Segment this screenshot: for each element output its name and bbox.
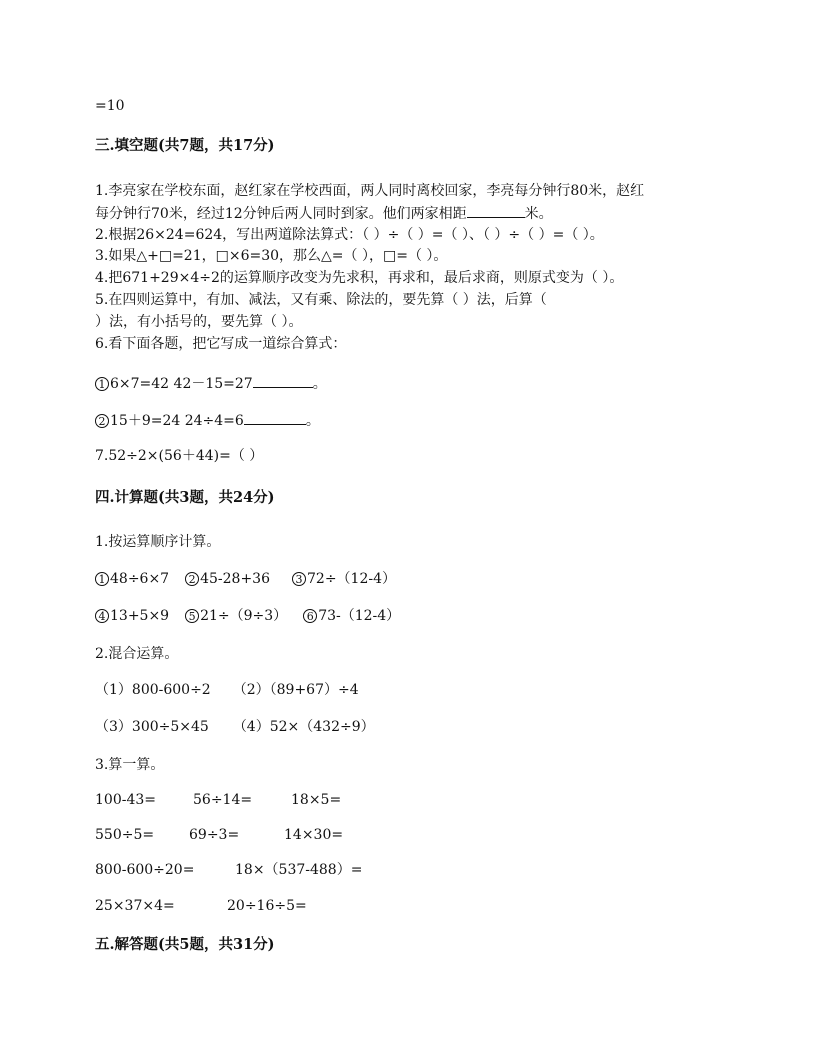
question-1-end: 米。 [524,206,553,222]
expression: （1）800-600÷2 [95,682,211,698]
calc-3-row-4 [95,897,307,915]
question-5-line-2: ）法，有小括号的，要先算（ ）。 [95,314,303,330]
question-2: 2.根据26×24=624，写出两道除法算式：（ ）÷（ ）=（ ）、（ ）÷（ ）=（ ）。 [95,227,604,243]
question-4: 4.把671+29×4÷2的运算顺序改变为先求积，再求和，最后求商，则原式变为（ ）。 [95,270,624,286]
expression: 20÷16÷5= [227,898,307,914]
expression: （4）52×（432÷9） [232,719,375,735]
question-1-text: 每分钟行70米，经过12分钟后两人同时到家。他们两家相距 [95,206,467,222]
answer-fragment: =10 [95,98,125,114]
item-end: 。 [312,376,327,392]
question-3: 3.如果△+□=21，□×6=30，那么△=（ ），□=（ ）。 [95,248,448,264]
calc-3-row-2 [95,826,343,844]
expression: 14×30= [284,827,344,843]
section-4-heading: 四.计算题(共3题，共24分) [95,489,275,506]
expression: 800-600÷20= [95,862,195,878]
calc-1-row-2 [95,607,400,625]
question-6: 6.看下面各题，把它写成一道综合算式： [95,336,347,352]
calc-2-row-2 [95,718,375,736]
expression: 13+5×9 [110,608,170,624]
question-1-line-2 [95,204,553,223]
calc-3-row-1 [95,791,341,809]
question-6-item-1 [95,374,327,393]
calc-2-row-1 [95,681,359,699]
answer-blank[interactable] [244,411,306,425]
calc-3-row-3 [95,861,362,879]
expression: 72÷（12-4） [307,571,396,587]
calc-1-row-1 [95,570,396,588]
circled-number: 5 [185,609,199,623]
circled-number: 6 [303,609,317,623]
item-text: 15＋9=24 24÷4=6 [110,413,244,429]
calc-3-title: 3.算一算。 [95,757,165,773]
expression: （3）300÷5×45 [95,719,209,735]
calc-2-title: 2.混合运算。 [95,646,179,662]
expression: 45-28+36 [200,571,270,587]
section-5-heading: 五.解答题(共5题，共31分) [95,936,275,953]
expression: 48÷6×7 [110,571,170,587]
expression: 56÷14= [193,792,253,808]
expression: 21÷（9÷3） [200,608,288,624]
circled-number: 4 [95,609,109,623]
expression: 550÷5= [95,827,155,843]
expression: （2）（89+67）÷4 [232,682,359,698]
question-1-line-1: 1.李亮家在学校东面，赵红家在学校西面，两人同时离校回家，李亮每分钟行80米，赵红 [95,183,645,199]
answer-blank[interactable] [467,204,525,218]
question-7: 7.52÷2×(56＋44)=（ ） [95,448,264,464]
circled-number: 1 [95,572,109,586]
expression: 100-43= [95,792,156,808]
expression: 18×（537-488）= [235,862,363,878]
expression: 25×37×4= [95,898,175,914]
expression: 69÷3= [189,827,240,843]
circled-number: 2 [185,572,199,586]
item-end: 。 [305,413,320,429]
circled-number: 3 [292,572,306,586]
circled-number: 2 [95,414,109,428]
question-6-item-2 [95,411,320,430]
question-5-line-1: 5.在四则运算中，有加、减法，又有乘、除法的，要先算（ ）法，后算（ [95,292,547,308]
item-text: 6×7=42 42－15=27 [110,376,253,392]
calc-1-title: 1.按运算顺序计算。 [95,534,221,550]
section-3-heading: 三.填空题(共7题，共17分) [95,137,275,154]
expression: 73-（12-4） [318,608,401,624]
circled-number: 1 [95,377,109,391]
answer-blank[interactable] [253,374,313,388]
expression: 18×5= [291,792,342,808]
